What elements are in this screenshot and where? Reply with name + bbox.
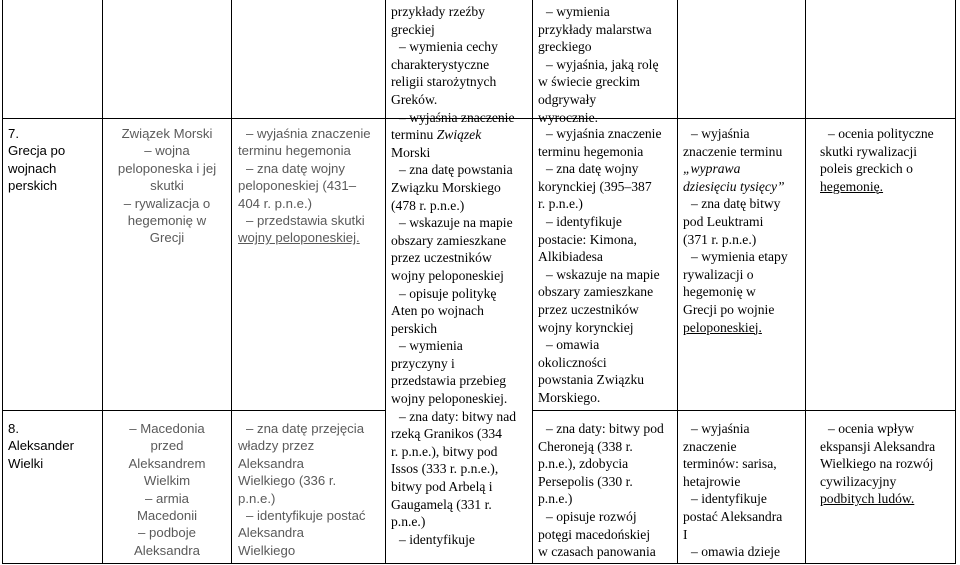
text-line: greckiego <box>538 39 592 55</box>
text-line: Wielki <box>8 455 44 471</box>
content-cell-8 <box>105 420 229 559</box>
text-line: wojny peloponeskiej. <box>391 391 508 407</box>
topic-cell-8 <box>8 420 100 472</box>
column-divider <box>102 0 103 564</box>
text-line: przez uczestników <box>391 250 492 266</box>
text-line: odgrywały <box>538 91 597 107</box>
level2-column <box>391 3 531 548</box>
text-line: – wyjaśnia <box>691 126 750 141</box>
table-border-bottom <box>2 563 955 564</box>
text-line: Cheroneją (338 r. <box>538 438 633 454</box>
table-border-right <box>955 0 956 564</box>
text-line: Wielkiego (336 r. <box>238 473 337 489</box>
column-divider <box>677 0 678 564</box>
text-line: – zna daty: bitwy pod <box>546 421 664 436</box>
text-line: (478 r. p.n.e.) <box>391 197 465 213</box>
text-line: – wymienia <box>546 4 610 19</box>
text-line: Persepolis (330 r. <box>538 473 633 489</box>
text-line: władzy przez <box>238 438 315 454</box>
text-line: – wskazuje na mapie <box>546 266 660 282</box>
text-line: p.n.e.) <box>391 514 426 530</box>
text-line: – opisuje politykę <box>399 285 497 301</box>
text-line: – zna datę wojny <box>246 160 345 176</box>
text-line: – wskazuje na mapie <box>399 215 513 231</box>
text-line: Aleksander <box>8 438 74 454</box>
level3-cell-8 <box>538 420 676 561</box>
text-line: dziesięciu tysięcy” <box>683 178 785 194</box>
text-line: „wyprawa <box>683 161 741 177</box>
level5-cell-7 <box>820 125 954 195</box>
text-line: hetajrowie <box>683 473 741 489</box>
text-line: okoliczności <box>538 354 607 370</box>
text-line: Aleksandra <box>238 455 304 471</box>
text-line: hegemonię. <box>820 178 884 194</box>
text-line: – zna daty: bitwy nad <box>399 408 517 424</box>
row-divider <box>532 410 955 411</box>
text-line: – wymienia <box>399 338 463 354</box>
level5-cell-8 <box>820 420 954 508</box>
text-line: cywilizacyjny <box>820 473 897 489</box>
text-line: – wyjaśnia znaczenie <box>246 126 371 141</box>
text-line: Alkibiadesa <box>538 249 603 265</box>
text-line: wyrocznie. <box>538 109 599 125</box>
level1-cell-7 <box>238 125 384 247</box>
text-line: przykłady rzeźby <box>391 4 485 19</box>
text-line: skutki rywalizacji <box>820 143 918 159</box>
text-line: Morski <box>391 144 431 160</box>
text-line: 404 r. p.n.e.) <box>238 195 313 211</box>
text-line: powstania Związku <box>538 372 645 388</box>
text-line: ekspansji Aleksandra <box>820 438 936 454</box>
text-line: (371 r. p.n.e.) <box>683 231 757 247</box>
text-line: Związku Morskiego <box>391 179 501 195</box>
level1-cell-8 <box>238 420 384 559</box>
text-line: Wielkim <box>143 473 191 489</box>
content-cell-7 <box>105 125 229 247</box>
text-line: perskich <box>8 178 58 194</box>
text-line: – wyjaśnia, jaką rolę <box>546 56 659 72</box>
text-line: – opisuje rozwój <box>546 508 637 524</box>
text-line: terminów: sarisa, <box>683 456 777 472</box>
text-line: postać Aleksandra <box>683 508 783 524</box>
text-line: w świecie greckim <box>538 74 640 90</box>
text-line: religii starożytnych <box>391 74 497 90</box>
text-line: terminu Związek <box>391 127 482 143</box>
text-line: Issos (333 r. p.n.e.), <box>391 461 499 477</box>
row-divider <box>2 410 385 411</box>
text-line: – ocenia wpływ <box>828 421 915 436</box>
text-line: Macedonii <box>136 508 198 524</box>
text-line: hegemonię w <box>127 213 207 229</box>
text-line: r. p.n.e.) <box>538 196 583 212</box>
text-line: p.n.e.) <box>538 491 573 507</box>
topic-cell-7 <box>8 125 100 195</box>
text-line: I <box>683 526 688 542</box>
level4-cell-8 <box>683 420 803 561</box>
level3-top-cell <box>538 3 676 126</box>
text-line: – Macedonia <box>129 421 205 436</box>
text-line: pod Leuktrami <box>683 213 764 229</box>
text-line: – zna datę powstania <box>399 162 513 178</box>
text-line: perskich <box>391 320 438 336</box>
text-line: terminu hegemonia <box>538 143 644 159</box>
text-line: rywalizacji o <box>683 266 754 282</box>
text-line: potęgi macedońskiej <box>538 526 651 542</box>
text-line: – omawia dzieje <box>691 544 781 560</box>
level3-cell-7 <box>538 125 676 407</box>
text-line: – wyjaśnia <box>691 421 750 436</box>
text-line: przez uczestników <box>538 301 639 317</box>
text-line: korynckiej (395–387 <box>538 178 652 194</box>
text-line: podbitych ludów. <box>820 491 915 507</box>
text-line: Związek Morski <box>121 126 213 141</box>
text-line: p.n.e.), zdobycia <box>538 456 629 472</box>
curriculum-table <box>2 0 957 564</box>
text-line: przedstawia przebieg <box>391 373 507 389</box>
text-line: skutki <box>150 178 184 194</box>
text-line: obszary zamieszkane <box>538 284 654 300</box>
text-line: Greków. <box>391 91 438 107</box>
text-line: – podboje <box>138 525 196 541</box>
text-line: p.n.e.) <box>238 490 276 506</box>
text-line: w czasach panowania <box>538 544 656 560</box>
text-line: wojny peloponeskiej <box>391 267 504 283</box>
text-line: terminu hegemonia <box>238 143 351 159</box>
term-italic: Związek <box>436 127 482 143</box>
text-line: – przedstawia skutki <box>246 213 365 229</box>
text-line: peloponeskiej. <box>683 319 762 335</box>
text-line: poleis greckich o <box>820 161 913 177</box>
text-line: – wymienia etapy <box>691 249 788 265</box>
text-line: przed <box>150 438 184 454</box>
text-line: przyczyny i <box>391 355 455 371</box>
text-line: – wyjaśnia znaczenie <box>546 126 662 141</box>
text-line: 8. <box>8 421 19 436</box>
text-line: – zna datę przejęcia <box>246 421 365 436</box>
text-line: Aleksandrem <box>128 455 206 471</box>
column-divider <box>231 0 232 564</box>
text-line: bitwy pod Arbelą i <box>391 479 493 495</box>
column-divider <box>385 0 386 564</box>
text-line: obszary zamieszkane <box>391 232 507 248</box>
text-line: Wielkiego <box>238 542 296 558</box>
text-line: – identyfikuje <box>546 213 622 229</box>
text-line: – zna datę wojny <box>546 161 639 177</box>
text-line: wojnach <box>8 160 57 176</box>
text-line: – omawia <box>546 337 600 353</box>
column-divider <box>805 0 806 564</box>
text-line: Gaugamelą (331 r. <box>391 496 492 512</box>
text-line: hegemonię w <box>683 284 756 300</box>
text-line: – wojna <box>144 143 190 159</box>
text-line: greckiej <box>391 21 435 37</box>
text-line: postacie: Kimona, <box>538 231 637 247</box>
text-line: – identyfikuje postać <box>246 508 366 524</box>
text-line: Aleksandra <box>238 525 304 541</box>
text-line: Grecja po <box>8 143 66 159</box>
text-line: Wielkiego na rozwój <box>820 456 934 472</box>
text-line: Aleksandra <box>134 542 200 558</box>
text-line: – identyfikuje <box>691 491 767 507</box>
text-line: wojny korynckiej <box>538 319 634 335</box>
text-line: peloponeska i jej <box>117 160 217 176</box>
text-line: znaczenie <box>683 438 737 454</box>
text-line: peloponeskiej (431– <box>238 178 357 194</box>
level4-cell-7 <box>683 125 803 336</box>
text-line: – armia <box>145 490 189 506</box>
table-border-left <box>2 0 3 564</box>
text-line: Morskiego. <box>538 389 601 405</box>
text-line: – ocenia polityczne <box>828 126 934 141</box>
text-line: r. p.n.e.), bitwy pod <box>391 443 498 459</box>
text-line: znaczenie terminu <box>683 143 783 159</box>
text-line: Grecji <box>149 230 185 246</box>
text-line: przykłady malarstwa <box>538 21 652 37</box>
text-line: 7. <box>8 126 19 141</box>
text-line: – rywalizacja o <box>123 195 211 211</box>
column-divider <box>532 0 533 564</box>
text-line: Grecji po wojnie <box>683 301 775 317</box>
text-line: Aten po wojnach <box>391 303 484 319</box>
text-line: – wyjaśnia znaczenie <box>399 109 515 125</box>
text-line: – identyfikuje <box>399 531 475 547</box>
text-line: rzeką Granikos (334 <box>391 426 502 442</box>
text-line: wojny peloponeskiej. <box>238 230 360 246</box>
text-line: – wymienia cechy <box>399 39 498 55</box>
text-line: charakterystyczne <box>391 56 490 72</box>
text-line: – zna datę bitwy <box>691 196 781 212</box>
